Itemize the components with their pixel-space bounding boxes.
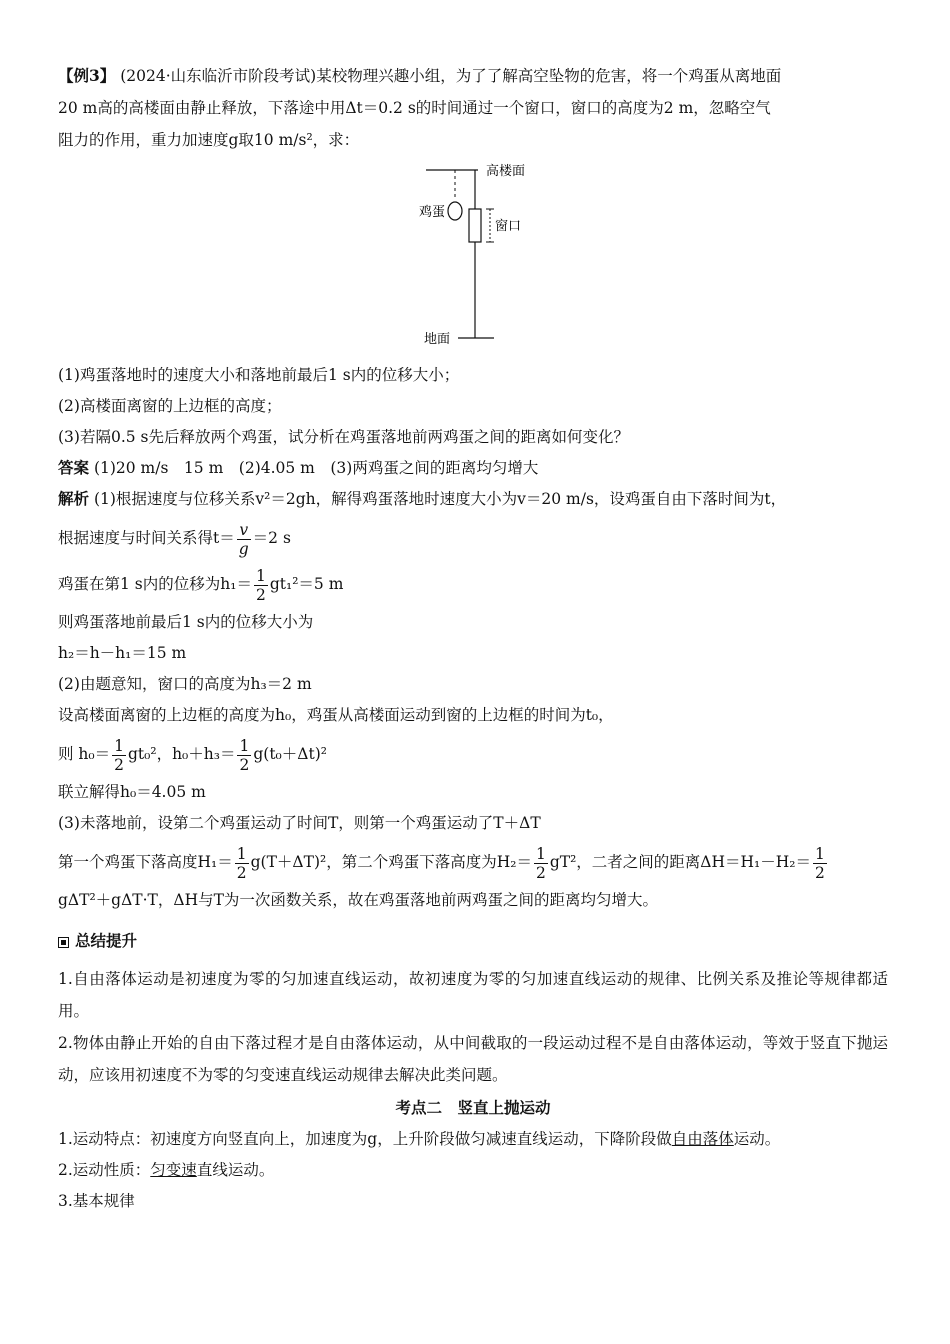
question-3: (3)若隔0.5 s先后释放两个鸡蛋，试分析在鸡蛋落地前两鸡蛋之间的距离如何变化？ [58, 428, 629, 446]
label-egg: 鸡蛋 [419, 205, 446, 220]
fraction-num: 1 [236, 844, 247, 863]
fraction-num: v [237, 521, 251, 540]
window-rect [469, 209, 481, 242]
section2-title: 考点二 竖直上抛运动 [395, 1099, 551, 1117]
fraction-den: 2 [114, 755, 124, 774]
section2-point-2 [58, 1155, 888, 1186]
analysis-line-1 [58, 484, 888, 515]
fraction-num: 1 [814, 844, 825, 863]
summary-heading [58, 926, 888, 957]
fraction-half [813, 845, 827, 882]
analysis-line-8 [58, 731, 888, 777]
answer-line [58, 453, 888, 484]
fraction-half [237, 737, 251, 774]
fraction-half [235, 845, 249, 882]
analysis-line-2 [58, 515, 888, 561]
section2-p2-post: 直线运动。 [196, 1161, 275, 1179]
summary-point-2: 2.物体由静止开始的自由下落过程才是自由落体运动，从中间截取的一段运动过程不是自由落体运动，等效于竖直下抛运动，应该用初速度不为零的匀变速直线运动规律去解决此类问题。 [58, 1034, 888, 1084]
fraction-den: 2 [255, 585, 266, 604]
analysis-text-1: (1)根据速度与位移关系v²＝2gh，解得鸡蛋落地时速度大小为v＝20 m/s，设鸡蛋自由下落时间为t， [93, 490, 787, 508]
fraction-num: 1 [535, 844, 546, 863]
example-source: (2024·山东临沂市阶段考试) [120, 67, 317, 85]
analysis-line-6: (2)由题意知，窗口的高度为h₃＝2 m [58, 675, 312, 693]
analysis-line-12: gΔT²＋gΔT·T，ΔH与T为一次函数关系，故在鸡蛋落地前两鸡蛋之间的距离均匀增大。 [58, 891, 658, 909]
summary-title: 总结提升 [75, 932, 138, 950]
fraction-den: 2 [535, 863, 546, 882]
analysis-text-11c: gT²，二者之间的距离ΔH＝H₁－H₂＝ [549, 853, 811, 871]
analysis-text-11b: g(T＋ΔT)²，第二个鸡蛋下落高度为H₂＝ [250, 853, 532, 871]
analysis-text-8b: gt₀²，h₀＋h₃＝ [128, 745, 236, 763]
fraction-half [112, 737, 126, 774]
fraction-half [254, 567, 268, 604]
analysis-line-10: (3)未落地前，设第二个鸡蛋运动了时间T，则第一个鸡蛋运动了T＋ΔT [58, 814, 541, 832]
example-statement [58, 60, 888, 156]
analysis-text-11a: 第一个鸡蛋下落高度H₁＝ [58, 853, 233, 871]
fraction-v-over-g [237, 521, 251, 558]
fraction-den: 2 [814, 863, 825, 882]
analysis-text-8a: 则 h₀＝ [58, 745, 111, 763]
analysis-text-2-post: ＝2 s [252, 529, 291, 547]
question-2: (2)高楼面离窗的上边框的高度； [58, 397, 282, 415]
analysis-line-5: h₂＝h－h₁＝15 m [58, 644, 187, 662]
label-ground: 地面 [424, 332, 451, 347]
section2-p1-pre: 1.运动特点：初速度方向竖直向上，加速度为g，上升阶段做匀减速直线运动，下降阶段做 [58, 1130, 672, 1148]
analysis-text-2-pre: 根据速度与时间关系得t＝ [58, 529, 235, 547]
analysis-line-3 [58, 561, 888, 607]
summary-box-icon [58, 937, 69, 948]
section2-p2-pre: 2.运动性质： [58, 1161, 151, 1179]
analysis-line-4: 则鸡蛋落地前最后1 s内的位移大小为 [58, 613, 314, 631]
example-tag: 【例3】 [58, 66, 116, 85]
section2-point-1 [58, 1124, 888, 1155]
question-1: (1)鸡蛋落地时的速度大小和落地前最后1 s内的位移大小； [58, 366, 460, 384]
example-line1: 某校物理兴趣小组，为了了解高空坠物的危害，将一个鸡蛋从离地面 [316, 67, 782, 85]
section2-p1-post: 运动。 [733, 1130, 781, 1148]
analysis-line-7: 设高楼面离窗的上边框的高度为h₀，鸡蛋从高楼面运动到窗的上边框的时间为t₀， [58, 706, 614, 724]
label-window: 窗口 [495, 219, 522, 234]
analysis-label: 解析 [58, 490, 90, 508]
fraction-num: 1 [114, 736, 124, 755]
example-line3: 阻力的作用，重力加速度g取10 m/s²，求： [58, 131, 360, 149]
label-building-top: 高楼面 [486, 164, 526, 179]
falling-egg-figure [58, 160, 888, 358]
analysis-line-9: 联立解得h₀＝4.05 m [58, 783, 206, 801]
fraction-den: 2 [236, 863, 247, 882]
section2-p1-underlined: 自由落体 [671, 1130, 734, 1148]
page-content [58, 60, 888, 1217]
analysis-text-3-pre: 鸡蛋在第1 s内的位移为h₁＝ [58, 575, 252, 593]
answer-label: 答案 [58, 459, 90, 477]
answer-text: (1)20 m/s 15 m (2)4.05 m (3)两鸡蛋之间的距离均匀增大 [93, 459, 539, 477]
section2-p2-underlined: 匀变速 [150, 1161, 197, 1179]
falling-egg-diagram [58, 160, 888, 358]
example-line2: 20 m高的高楼面由静止释放，下落途中用Δt＝0.2 s的时间通过一个窗口，窗口的高度为2 m，忽略空气 [58, 99, 771, 117]
fraction-num: 1 [239, 736, 250, 755]
fraction-den: g [238, 539, 249, 558]
fraction-half [534, 845, 548, 882]
section2-point-3: 3.基本规律 [58, 1192, 135, 1210]
fraction-num: 1 [255, 566, 266, 585]
summary-point-1: 1.自由落体运动是初速度为零的匀加速直线运动，故初速度为零的匀加速直线运动的规律、比例关系及推论等规律都适用。 [58, 970, 888, 1020]
egg-icon [448, 202, 462, 220]
analysis-text-8c: g(t₀＋Δt)² [253, 745, 327, 763]
analysis-line-11 [58, 839, 888, 885]
analysis-text-3-post: gt₁²＝5 m [269, 575, 344, 593]
fraction-den: 2 [239, 755, 250, 774]
